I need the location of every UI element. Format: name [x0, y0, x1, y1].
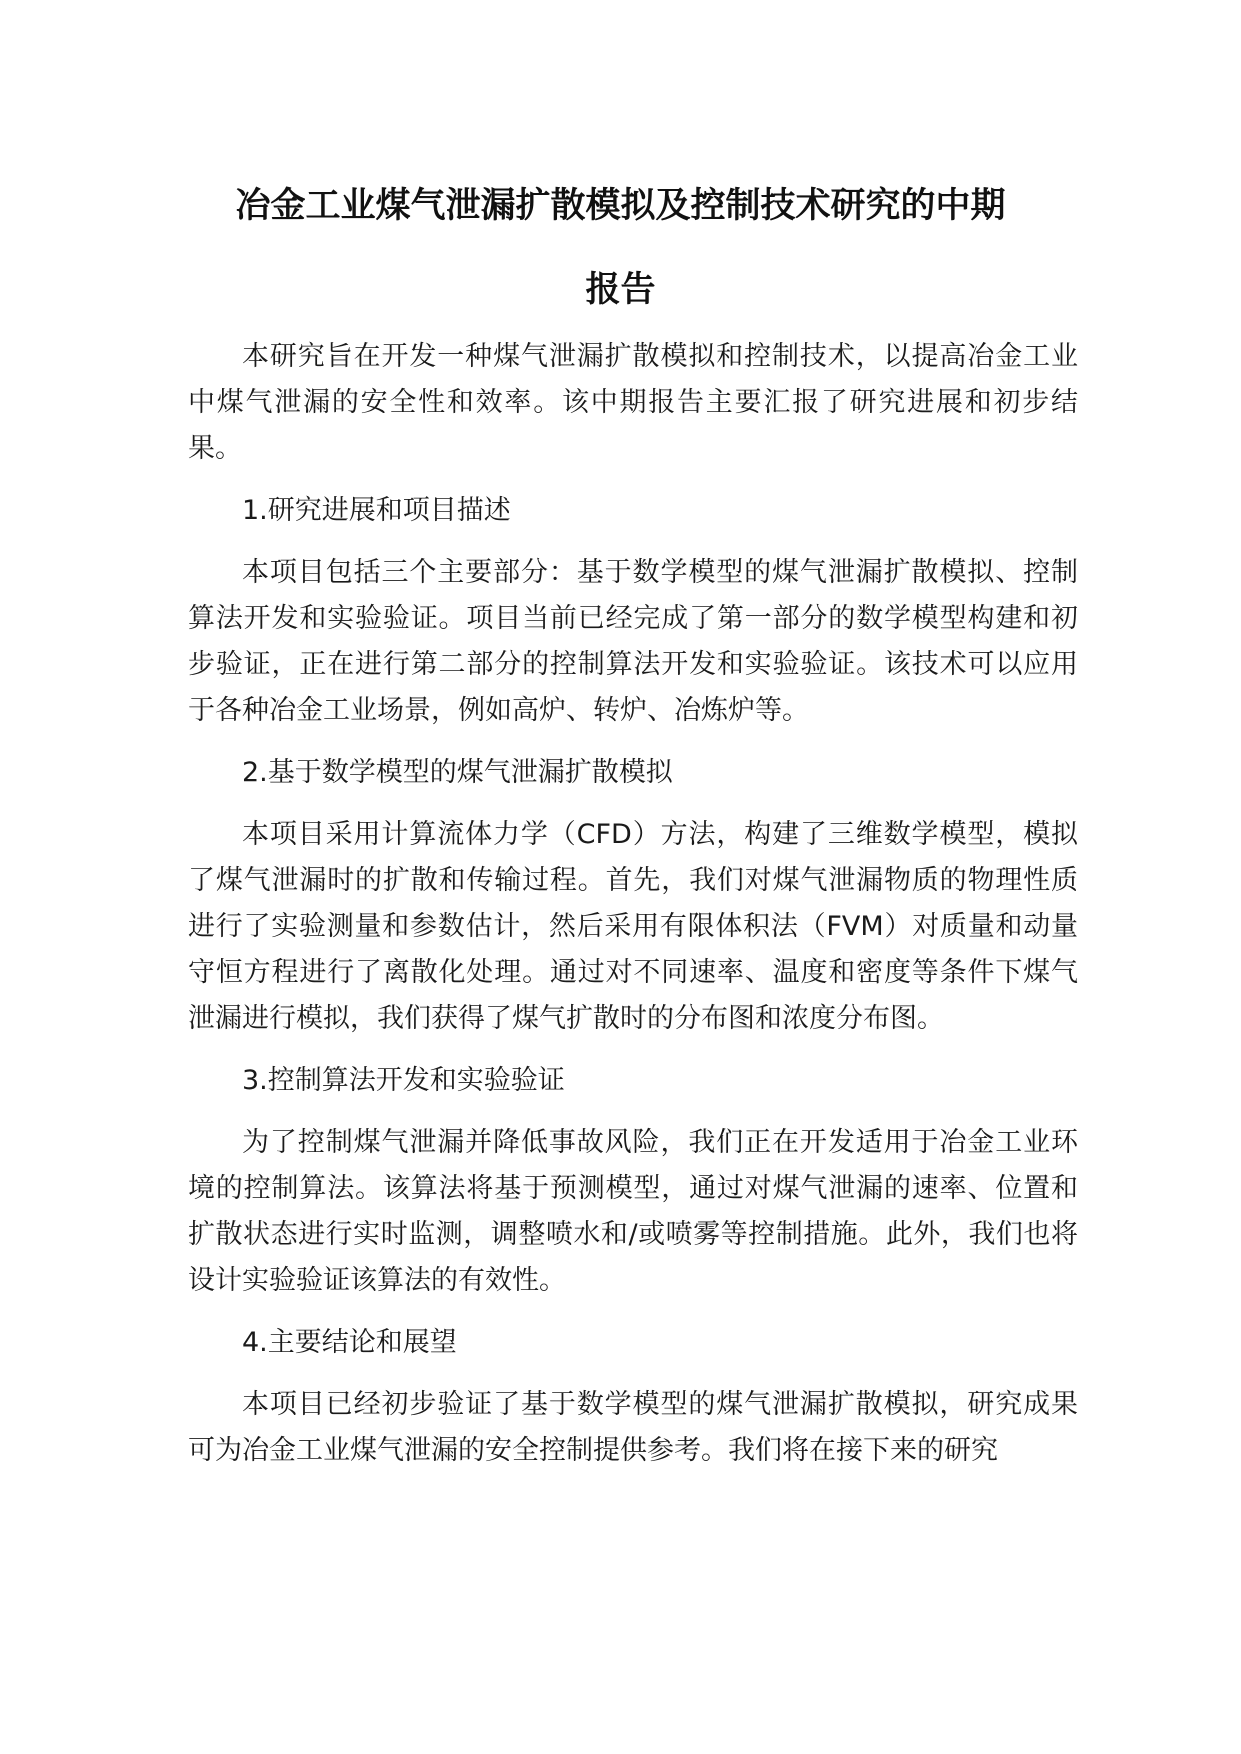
section-4-paragraph: 本项目已经初步验证了基于数学模型的煤气泄漏扩散模拟，研究成果可为冶金工业煤气泄漏的安全控制提供参考。我们将在接下来的研究: [188, 1389, 1078, 1466]
section-3-paragraph: 为了控制煤气泄漏并降低事故风险，我们正在开发适用于冶金工业环境的控制算法。该算法将基于预测模型，通过对煤气泄漏的速率、位置和扩散状态进行实时监测，调整喷水和/或喷雾等控制措施。此外，我们也将设计实验验证该算法的有效性。: [188, 1127, 1078, 1296]
section-heading-2: 2.基于数学模型的煤气泄漏扩散模拟: [242, 757, 673, 788]
section-1-paragraph: 本项目包括三个主要部分：基于数学模型的煤气泄漏扩散模拟、控制算法开发和实验验证。项目当前已经完成了第一部分的数学模型构建和初步验证，正在进行第二部分的控制算法开发和实验验证。该技术可以应用于各种冶金工业场景，例如高炉、转炉、冶炼炉等。: [188, 557, 1078, 726]
document-title-line-2: 报告: [585, 270, 656, 310]
section-2-paragraph: 本项目采用计算流体力学（CFD）方法，构建了三维数学模型，模拟了煤气泄漏时的扩散和传输过程。首先，我们对煤气泄漏物质的物理性质进行了实验测量和参数估计，然后采用有限体积法（FVM）对质量和动量守恒方程进行了离散化处理。通过对不同速率、温度和密度等条件下煤气泄漏进行模拟，我们获得了煤气扩散时的分布图和浓度分布图。: [188, 819, 1078, 1034]
section-heading-3: 3.控制算法开发和实验验证: [242, 1065, 565, 1096]
document-body: [188, 334, 1078, 1474]
section-heading-4: 4.主要结论和展望: [242, 1327, 457, 1358]
intro-paragraph: 本研究旨在开发一种煤气泄漏扩散模拟和控制技术，以提高冶金工业中煤气泄漏的安全性和效率。该中期报告主要汇报了研究进展和初步结果。: [188, 341, 1078, 464]
document-title-line-1: 冶金工业煤气泄漏扩散模拟及控制技术研究的中期: [235, 186, 1006, 226]
section-heading-1: 1.研究进展和项目描述: [242, 495, 511, 526]
